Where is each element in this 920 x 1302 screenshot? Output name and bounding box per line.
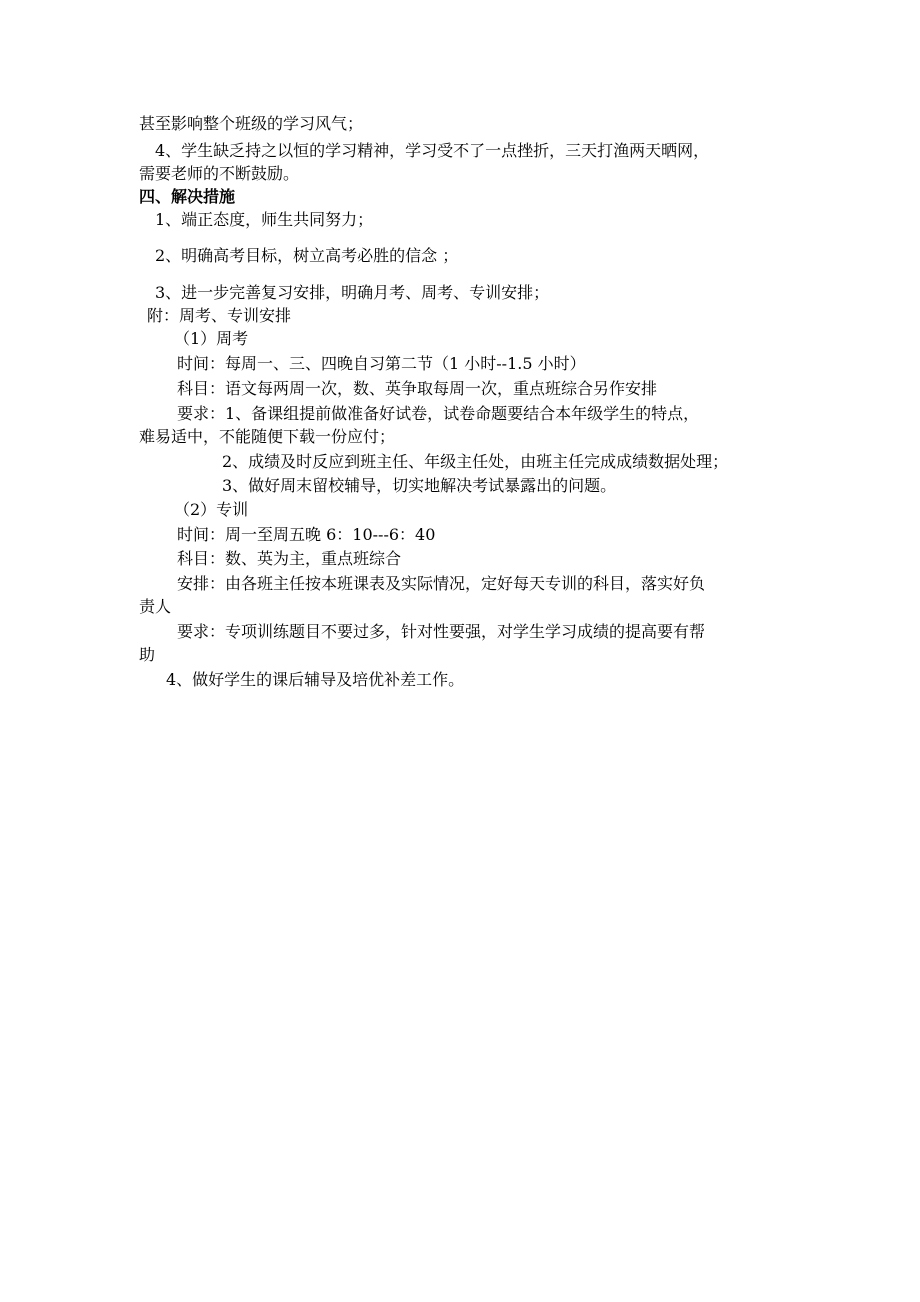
text-line: 要求：1、备课组提前做准备好试卷，试卷命题要结合本年级学生的特点， — [177, 404, 700, 423]
text-line: 助 — [139, 645, 156, 664]
subsection-heading: （1）周考 — [174, 329, 249, 348]
text-line: 责人 — [139, 597, 172, 616]
text-line: 难易适中，不能随便下载一份应付； — [139, 427, 396, 446]
text-line: 时间：每周一、三、四晚自习第二节（1 小时--1.5 小时） — [177, 354, 586, 373]
subsection-heading: （2）专训 — [174, 500, 249, 519]
text-line: 2、成绩及时反应到班主任、年级主任处，由班主任完成成绩数据处理； — [222, 452, 729, 471]
text-line: 附：周考、专训安排 — [147, 306, 292, 325]
text-line: 安排：由各班主任按本班课表及实际情况，定好每天专训的科目，落实好负 — [177, 574, 706, 593]
text-line: 时间：周一至周五晚 6：10---6：40 — [177, 525, 436, 544]
text-line: 3、做好周末留校辅导，切实地解决考试暴露出的问题。 — [222, 476, 617, 495]
text-line: 要求：专项训练题目不要过多，针对性要强，对学生学习成绩的提高要有帮 — [177, 622, 706, 641]
text-line: 需要老师的不断鼓励。 — [139, 164, 300, 183]
text-line: 4、做好学生的课后辅导及培优补差工作。 — [166, 670, 465, 689]
text-line: 科目：语文每两周一次，数、英争取每周一次，重点班综合另作安排 — [177, 379, 658, 398]
text-line: 科目：数、英为主，重点班综合 — [177, 549, 402, 568]
text-line: 3、进一步完善复习安排，明确月考、周考、专训安排； — [155, 283, 550, 302]
text-line: 甚至影响整个班级的学习风气； — [139, 114, 364, 133]
text-line: 1、端正态度，师生共同努力； — [155, 210, 374, 229]
text-line: 2、明确高考目标，树立高考必胜的信念 ； — [155, 246, 459, 265]
text-line: 4、学生缺乏持之以恒的学习精神，学习受不了一点挫折，三天打渔两天晒网， — [155, 141, 710, 160]
section-heading: 四、解决措施 — [139, 187, 236, 206]
